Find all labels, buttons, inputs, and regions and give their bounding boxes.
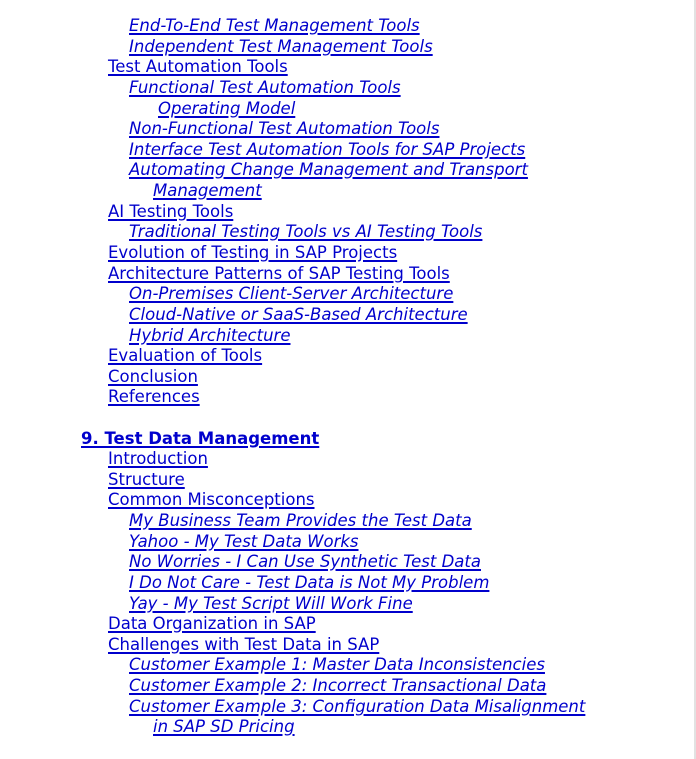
toc-link[interactable]: On-Premises Client-Server Architecture	[129, 284, 454, 303]
toc-entry[interactable]	[108, 202, 233, 223]
toc-entry[interactable]	[129, 37, 433, 58]
toc-entry[interactable]	[108, 346, 262, 367]
toc-link[interactable]: Operating Model	[158, 99, 296, 118]
toc-link[interactable]: Customer Example 2: Incorrect Transactional Data	[129, 676, 547, 695]
toc-entry[interactable]	[108, 449, 208, 470]
toc-entry[interactable]	[108, 57, 288, 78]
toc-entry[interactable]	[129, 119, 439, 140]
toc-link[interactable]: Management	[153, 181, 262, 200]
toc-link[interactable]: My Business Team Provides the Test Data	[129, 511, 472, 530]
toc-entry[interactable]	[108, 635, 379, 656]
toc-link[interactable]: Automating Change Management and Transport	[129, 160, 528, 179]
toc-link[interactable]: Customer Example 3: Configuration Data Misalignment	[129, 697, 586, 716]
toc-entry[interactable]	[129, 78, 401, 99]
toc-entry[interactable]	[108, 264, 450, 285]
toc-link[interactable]: Evaluation of Tools	[108, 346, 263, 365]
toc-link[interactable]: AI Testing Tools	[108, 202, 234, 221]
toc-link[interactable]: Cloud-Native or SaaS-Based Architecture	[129, 305, 468, 324]
toc-entry[interactable]	[129, 326, 290, 347]
chapter-heading[interactable]	[81, 429, 319, 450]
toc-link[interactable]: Yahoo - My Test Data Works	[129, 532, 359, 551]
toc-entry-continuation[interactable]	[153, 717, 295, 738]
toc-link[interactable]: Test Automation Tools	[108, 57, 288, 76]
toc-link[interactable]: Customer Example 1: Master Data Inconsistencies	[129, 655, 545, 674]
toc-entry[interactable]	[129, 655, 545, 676]
toc-link[interactable]: References	[108, 387, 200, 406]
toc-entry[interactable]	[129, 16, 420, 37]
toc-entry[interactable]	[129, 532, 359, 553]
toc-link[interactable]: Conclusion	[108, 367, 198, 386]
toc-entry[interactable]	[108, 490, 315, 511]
toc-link[interactable]: Challenges with Test Data in SAP	[108, 635, 380, 654]
toc-link[interactable]: in SAP SD Pricing	[153, 717, 295, 736]
toc-link[interactable]: Hybrid Architecture	[129, 326, 291, 345]
toc-link[interactable]: Data Organization in SAP	[108, 614, 316, 633]
chapter-link[interactable]: 9. Test Data Management	[81, 429, 320, 448]
toc-entry[interactable]	[129, 305, 468, 326]
toc-entry[interactable]	[129, 676, 546, 697]
toc-entry[interactable]	[129, 284, 453, 305]
toc-entry[interactable]	[108, 367, 198, 388]
toc-link[interactable]: Traditional Testing Tools vs AI Testing Tools	[129, 222, 483, 241]
toc-entry[interactable]	[129, 140, 525, 161]
toc-link[interactable]: Interface Test Automation Tools for SAP Projects	[129, 140, 526, 159]
toc-entry[interactable]	[129, 511, 472, 532]
toc-entry[interactable]	[108, 387, 200, 408]
toc-entry[interactable]	[129, 222, 482, 243]
toc-link[interactable]: Functional Test Automation Tools	[129, 78, 401, 97]
toc-entry[interactable]	[129, 594, 413, 615]
toc-link[interactable]: Independent Test Management Tools	[129, 37, 433, 56]
toc-link[interactable]: I Do Not Care - Test Data is Not My Problem	[129, 573, 490, 592]
toc-link[interactable]: Common Misconceptions	[108, 490, 315, 509]
toc-entry[interactable]	[108, 614, 316, 635]
toc-entry-continuation[interactable]	[153, 181, 262, 202]
toc-link[interactable]: Introduction	[108, 449, 208, 468]
toc-link[interactable]: Non-Functional Test Automation Tools	[129, 119, 440, 138]
toc-link[interactable]: Architecture Patterns of SAP Testing Tools	[108, 264, 450, 283]
toc-entry[interactable]	[129, 160, 528, 181]
toc-entry[interactable]	[129, 573, 489, 594]
toc-link[interactable]: Yay - My Test Script Will Work Fine	[129, 594, 413, 613]
toc-link[interactable]: Evolution of Testing in SAP Projects	[108, 243, 398, 262]
toc-link[interactable]: Structure	[108, 470, 185, 489]
toc-link[interactable]: End-To-End Test Management Tools	[129, 16, 420, 35]
toc-link[interactable]: No Worries - I Can Use Synthetic Test Data	[129, 552, 481, 571]
toc-entry[interactable]	[129, 697, 585, 718]
toc-entry[interactable]	[108, 243, 397, 264]
toc-entry[interactable]	[108, 470, 185, 491]
toc-entry[interactable]	[158, 99, 295, 120]
toc-entry[interactable]	[129, 552, 481, 573]
